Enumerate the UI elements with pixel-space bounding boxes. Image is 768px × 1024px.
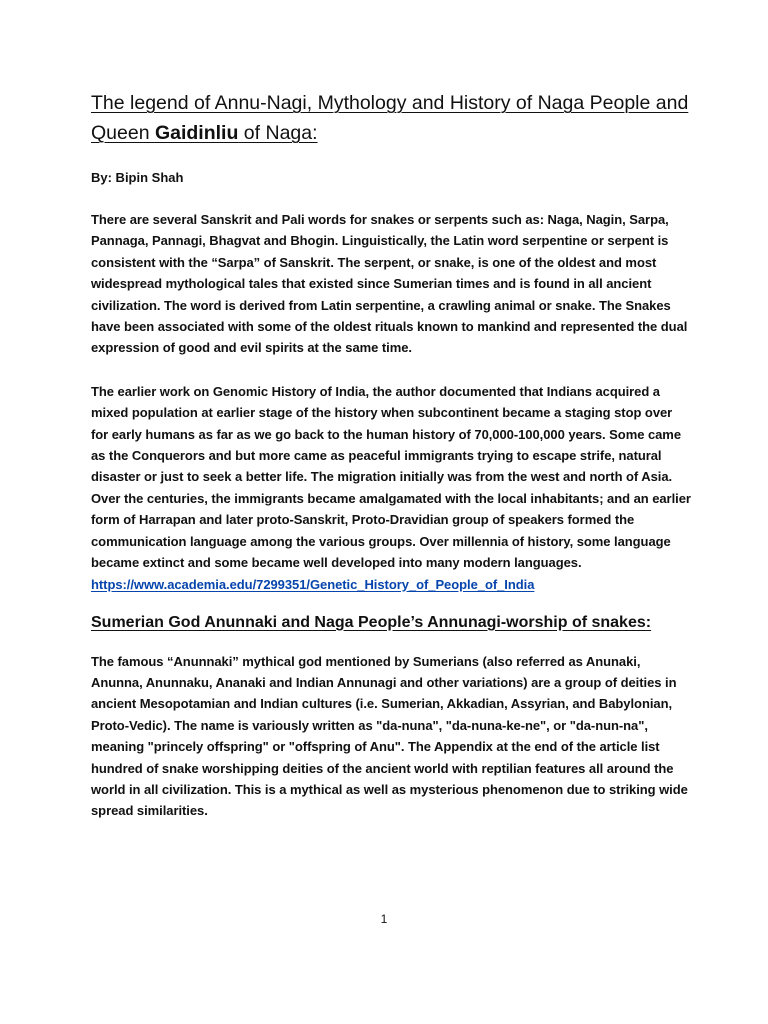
- paragraph-genomic-history-text: The earlier work on Genomic History of India, the author documented that Indians acquired a mixed population at earlier stage of the history when subcontinent became a staging stop over for early humans as far as we go back to the human history of 70,000-100,000 years. Some came as the Conquerors and but more came as peaceful immigrants trying to escape strife, natural disaster or just to seek a better life. The migration initially was from the west and north of Asia. Over the centuries, the immigrants became amalgamated with the local inhabitants; and an earlier form of Harrapan and later proto-Sanskrit, Proto-Dravidian group of speakers formed the communication language among the various groups. Over millennia of history, some language became extinct and some became well developed into many modern languages.: [91, 383, 691, 571]
- title-text-part1: The legend of Annu-Nagi, Mythology and History of Naga People and Queen: [91, 92, 689, 144]
- document-page: [91, 88, 691, 822]
- title-text-bold: Gaidinliu: [154, 122, 239, 144]
- author-byline: By: Bipin Shah: [91, 170, 184, 185]
- title-text-part2: of Naga:: [238, 122, 318, 144]
- document-title: [91, 88, 691, 148]
- academia-link[interactable]: https://www.academia.edu/7299351/Genetic_History_of_People_of_India: [91, 576, 535, 592]
- section-heading-anunnaki: Sumerian God Anunnaki and Naga People’s Annunagi-worship of snakes:: [91, 613, 652, 631]
- paragraph-anunnaki: The famous “Anunnaki” mythical god mentioned by Sumerians (also referred as Anunaki, Anunna, Anunnaku, Ananaki and Indian Annunagi and other variations) are a group of deities in ancient Mesopotamian and Indian cultures (i.e. Sumerian, Akkadian, Assyrian, and Babylonian, Proto-Vedic). The name is variously written as "da-nuna", "da-nuna-ke-ne", or "da-nun-na", meaning "princely offspring" or "offspring of Anu". The Appendix at the end of the article list hundred of snake worshipping deities of the ancient world with reptilian features all around the world in all civilization. This is a mythical as well as mysterious phenomenon due to striking wide spread similarities.: [91, 653, 688, 819]
- paragraph-genomic-history: [91, 381, 691, 595]
- paragraph-snake-words: There are several Sanskrit and Pali words for snakes or serpents such as: Naga, Nagin, Sarpa, Pannaga, Pannagi, Bhagvat and Bhogin. Linguistically, the Latin word serpentine or serpent is consistent with the “Sarpa” of Sanskrit. The serpent, or snake, is one of the oldest and most widespread mythological tales that existed since Sumerian times and is found in all ancient civilization. The word is derived from Latin serpentine, a crawling animal or snake. The Snakes have been associated with some of the oldest rituals known to mankind and represented the dual expression of good and evil spirits at the same time.: [91, 212, 688, 356]
- page-number: 1: [380, 912, 388, 926]
